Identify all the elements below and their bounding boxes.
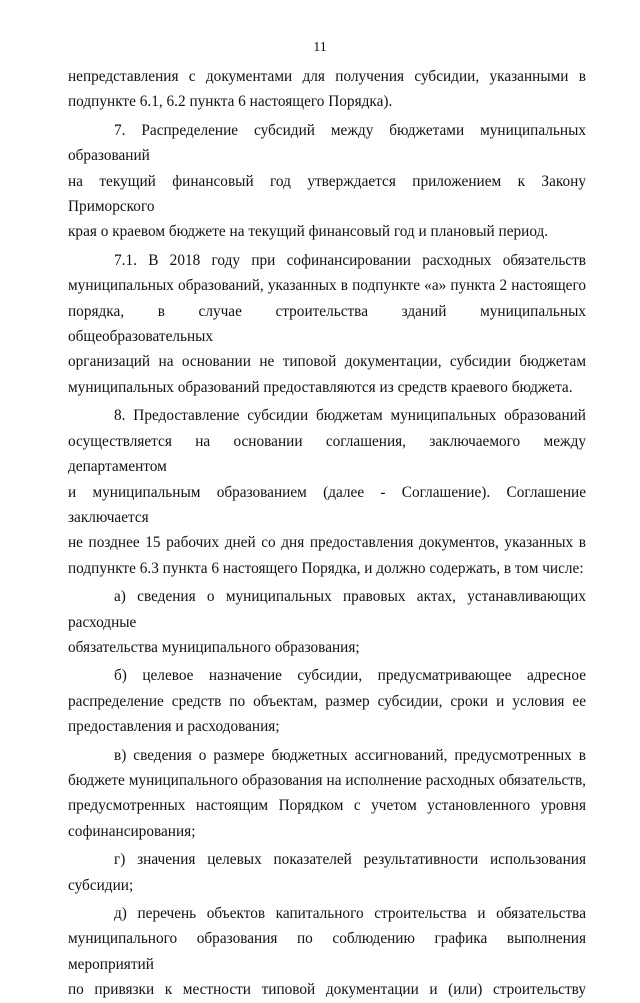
text-line: подпункте 6.1, 6.2 пункта 6 настоящего Порядка).: [68, 93, 393, 111]
text-line: распределение средств по объектам, размер субсидии, сроки и условия ее: [68, 692, 586, 710]
text-line: бюджете муниципального образования на исполнение расходных обязательств,: [68, 771, 586, 789]
text-line: муниципального образования по соблюдению графика выполнения мероприятий: [68, 930, 586, 973]
text-line: г) значения целевых показателей результативности использования: [114, 851, 586, 869]
text-line: непредставления с документами для получения субсидии, указанными в: [68, 68, 586, 85]
paragraph-7: [68, 118, 586, 245]
text-line: б) целевое назначение субсидии, предусматривающее адресное: [114, 667, 586, 685]
text-line: организаций на основании не типовой документации, субсидии бюджетам: [68, 353, 586, 371]
item-b: [68, 663, 586, 739]
text-line: не позднее 15 рабочих дней со дня предоставления документов, указанных в: [68, 534, 586, 552]
text-line: софинансирования;: [68, 822, 196, 840]
text-line: 8. Предоставление субсидии бюджетам муниципальных образований: [114, 407, 586, 425]
text-line: 7. Распределение субсидий между бюджетами муниципальных образований: [68, 121, 586, 165]
item-d: [68, 901, 586, 1003]
text-line: обязательства муниципального образования;: [68, 638, 360, 656]
item-g: [68, 847, 586, 898]
text-line: подпункте 6.3 пункта 6 настоящего Порядка, и должно содержать, в том числе:: [68, 559, 584, 577]
paragraph-continuation: [68, 64, 586, 115]
text-line: края о краевом бюджете на текущий финансовый год и плановый период.: [68, 223, 549, 241]
text-line: порядка, в случае строительства зданий муниципальных общеобразовательных: [68, 302, 586, 346]
text-line: д) перечень объектов капитального строительства и обязательства: [114, 905, 586, 922]
text-line: муниципальных образований предоставляются из средств краевого бюджета.: [68, 378, 573, 396]
text-line: субсидии;: [68, 876, 134, 894]
item-v: [68, 743, 586, 845]
text-line: по привязки к местности типовой документации и (или) строительству: [68, 981, 586, 999]
text-line: на текущий финансовый год утверждается приложением к Закону Приморского: [68, 172, 586, 216]
text-line: 7.1. В 2018 году при софинансировании расходных обязательств: [114, 251, 586, 269]
text-line: предусмотренных настоящим Порядком с учетом установленного уровня: [68, 797, 586, 815]
text-line: осуществляется на основании соглашения, заключаемого между департаментом: [68, 432, 586, 476]
text-line: а) сведения о муниципальных правовых актах, устанавливающих расходные: [68, 588, 586, 631]
document-body: [68, 64, 586, 1003]
text-line: предоставления и расходования;: [68, 718, 280, 736]
text-line: муниципальных образований, указанных в подпункте «а» пункта 2 настоящего: [68, 277, 586, 295]
paragraph-7-1: [68, 248, 586, 400]
page-number: 11: [313, 40, 327, 55]
text-line: и муниципальным образованием (далее - Соглашение). Соглашение заключается: [68, 483, 586, 526]
paragraph-8: [68, 403, 586, 581]
item-a: [68, 584, 586, 660]
text-line: в) сведения о размере бюджетных ассигнований, предусмотренных в: [114, 746, 586, 764]
